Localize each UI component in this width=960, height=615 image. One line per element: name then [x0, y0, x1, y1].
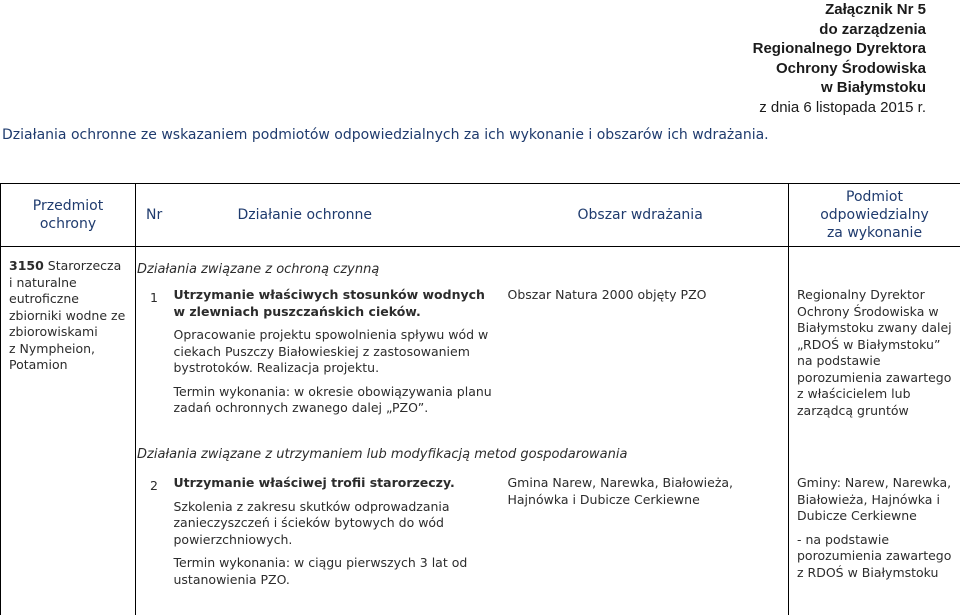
header-action: Działanie ochronne — [174, 184, 504, 247]
intro-text: Działania ochronne ze wskazaniem podmiotów odpowiedzialnych za ich wykonanie i obszarów ich wdrażania. — [2, 127, 769, 143]
group-heading-text: Działania związane z utrzymaniem lub modyfikacją metod gospodarowania — [137, 447, 627, 462]
action-title: Utrzymanie właściwych stosunków wodnych w zlewniach puszczańskich cieków. — [174, 287, 498, 320]
area-text: Gmina Narew, Narewka, Białowieża, Hajnówka i Dubicze Cerkiewne — [508, 475, 783, 508]
row-number: 1 — [150, 290, 158, 305]
action-term: Termin wykonania: w ciągu pierwszych 3 lat od ustanowienia PZO. — [174, 555, 498, 588]
area-cell — [504, 469, 789, 615]
action-description: Szkolenia z zakresu skutków odprowadzania zanieczyszczeń i ścieków bytowych do wód powierzchniowych. — [174, 499, 498, 549]
actions-table — [0, 183, 960, 615]
header-responsible: Podmiot odpowiedzialny za wykonanie — [789, 184, 960, 247]
nr-cell — [136, 469, 174, 615]
table-header-row — [1, 184, 960, 247]
area-text: Obszar Natura 2000 objęty PZO — [508, 287, 783, 304]
header-area: Obszar wdrażania — [504, 184, 789, 247]
table-row — [1, 247, 960, 281]
group-heading-2 — [136, 437, 789, 469]
subject-code: 3150 — [9, 258, 44, 273]
header-nr: Nr — [136, 184, 174, 247]
action-term: Termin wykonania: w okresie obowiązywania planu zadań ochronnych zwanego dalej „PZO”. — [174, 384, 498, 417]
table-row — [1, 469, 960, 615]
action-cell — [174, 280, 504, 437]
action-description: Opracowanie projektu spowolnienia spływu wód w ciekach Puszczy Białowieskiej z zastosowaniem bystrotoków. Realizacja projektu. — [174, 327, 498, 377]
subject-cell — [1, 247, 136, 615]
responsible-cell-2 — [789, 469, 960, 615]
attachment-header — [753, 0, 926, 117]
header-line: Ochrony Środowiska — [753, 59, 926, 79]
subject-description: i naturalne eutroficzne zbiorniki wodne ze zbiorowiskami z Nympheion, Potamion — [9, 275, 135, 374]
subject-line1: Starorzecza — [44, 258, 121, 273]
responsible-spacer — [789, 437, 960, 469]
action-title: Utrzymanie właściwej trofii starorzeczy. — [174, 475, 498, 492]
responsible-cell-1 — [789, 247, 960, 438]
responsible-basis: - na podstawie porozumienia zawartego z RDOŚ w Białymstoku — [797, 532, 954, 582]
group-heading-text: Działania związane z ochroną czynną — [137, 262, 379, 277]
responsible-text: Regionalny Dyrektor Ochrony Środowiska w Białymstoku zwany dalej „RDOŚ w Białymstoku” na podstawie porozumienia zawartego z właścicielem lub zarządcą gruntów — [797, 287, 954, 419]
header-line: Załącznik Nr 5 — [753, 0, 926, 20]
header-line: w Białymstoku — [753, 78, 926, 98]
row-number: 2 — [150, 478, 158, 493]
nr-cell — [136, 280, 174, 437]
header-subject: Przedmiot ochrony — [1, 184, 136, 247]
area-cell — [504, 280, 789, 437]
group-heading-1 — [136, 247, 789, 281]
action-cell — [174, 469, 504, 615]
header-line: Regionalnego Dyrektora — [753, 39, 926, 59]
table-row — [1, 437, 960, 469]
header-line: do zarządzenia — [753, 20, 926, 40]
header-date: z dnia 6 listopada 2015 r. — [753, 98, 926, 118]
responsible-text: Gminy: Narew, Narewka, Białowieża, Hajnówka i Dubicze Cerkiewne — [797, 475, 954, 525]
